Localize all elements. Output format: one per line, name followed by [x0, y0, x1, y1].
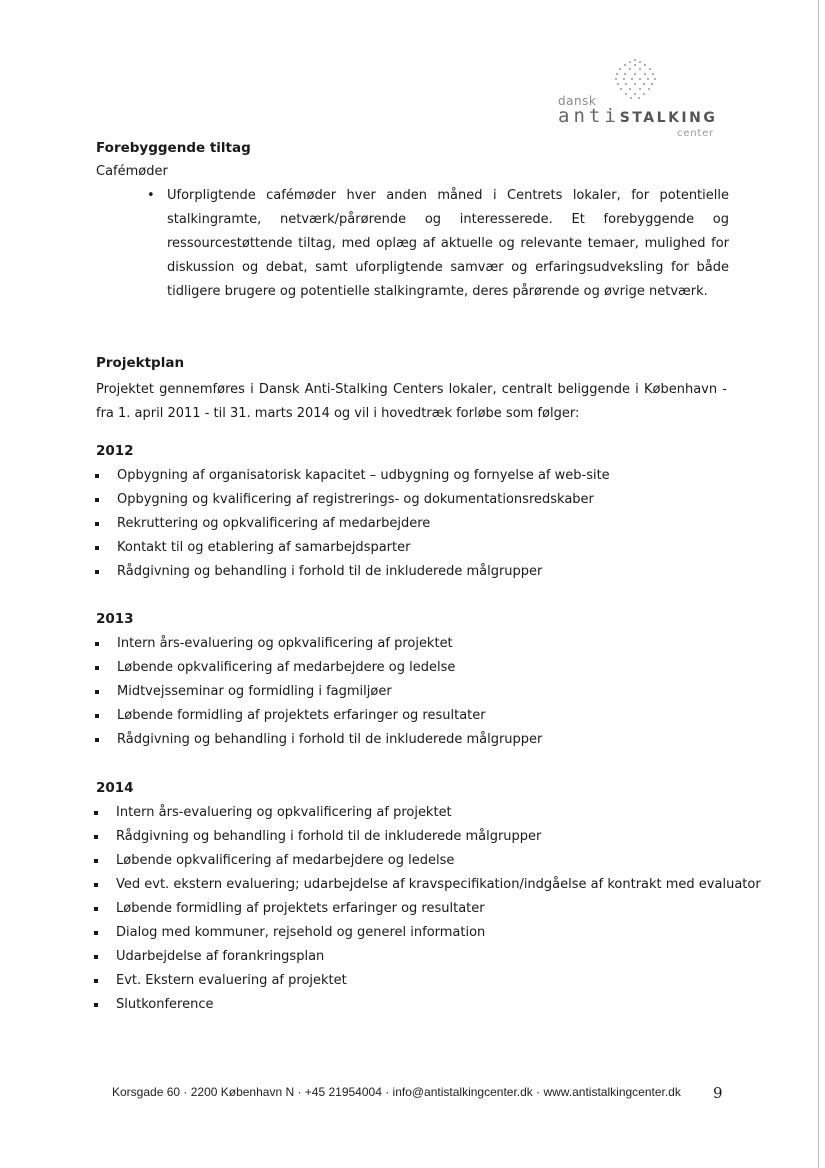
list-item: Evt. Ekstern evaluering af projektet	[94, 969, 761, 993]
list-item: Ved evt. ekstern evaluering; udarbejdelse af kravspecifikation/indgåelse af kontrakt med evaluator	[94, 873, 761, 897]
year-2013-list	[95, 632, 542, 752]
list-item: Rådgivning og behandling i forhold til de inkluderede målgrupper	[95, 560, 610, 584]
logo-dot-globe-icon	[606, 56, 664, 104]
logo-wordmark	[558, 105, 717, 127]
list-item: Rådgivning og behandling i forhold til de inkluderede målgrupper	[95, 728, 542, 752]
scan-edge-line	[818, 0, 819, 1168]
list-item: Løbende formidling af projektets erfaringer og resultater	[95, 704, 542, 728]
page-number: 9	[713, 1084, 723, 1102]
year-heading-2014: 2014	[96, 780, 134, 796]
footer-address: Korsgade 60 · 2200 København N · +45 21954004 · info@antistalkingcenter.dk · www.antistalkingcenter.dk	[112, 1085, 681, 1099]
list-item: Kontakt til og etablering af samarbejdsparter	[95, 536, 610, 560]
projektplan-paragraph: Projektet gennemføres i Dansk Anti-Stalking Centers lokaler, centralt beliggende i København - fra 1. april 2011 - til 31. marts 2014 og vil i hovedtræk forløbe som følger:	[96, 382, 727, 421]
year-heading-2012: 2012	[96, 443, 134, 459]
list-item: Intern års-evaluering og opkvalificering af projektet	[95, 632, 542, 656]
list-item: Rekruttering og opkvalificering af medarbejdere	[95, 512, 610, 536]
year-2014-list	[94, 801, 761, 1017]
logo-center-text: center	[677, 128, 714, 139]
list-item: Løbende formidling af projektets erfaringer og resultater	[94, 897, 761, 921]
round-bullet-icon: •	[147, 188, 155, 203]
section-subtitle-cafemoder: Cafémøder	[96, 164, 168, 179]
year-2012-list	[95, 464, 610, 584]
list-item: Løbende opkvalificering af medarbejdere og ledelse	[94, 849, 761, 873]
logo-stalking-text: STALKING	[619, 110, 718, 126]
list-item: Slutkonference	[94, 993, 761, 1017]
list-item: Opbygning og kvalificering af registrerings- og dokumentationsredskaber	[95, 488, 610, 512]
list-item: Dialog med kommuner, rejsehold og generel information	[94, 921, 761, 945]
section-title-projektplan: Projektplan	[96, 355, 185, 371]
logo-dansk-text: dansk	[558, 94, 597, 108]
list-item: Intern års-evaluering og opkvalificering af projektet	[94, 801, 761, 825]
section-title-forebyggende: Forebyggende tiltag	[96, 140, 251, 156]
list-item: Udarbejdelse af forankringsplan	[94, 945, 761, 969]
cafemoder-paragraph: Uforpligtende cafémøder hver anden måned i Centrets lokaler, for potentielle stalkingramte, netværk/pårørende og interesserede. Et forebyggende og ressourcestøttende tiltag, med oplæg af aktuelle og relevante temaer, mulighed for diskussion og debat, samt uforpligtende samvær og erfaringsudveksling for både tidligere brugere og potentielle stalkingramte, deres pårørende og øvrige netværk.	[167, 188, 729, 299]
list-item: Løbende opkvalificering af medarbejdere og ledelse	[95, 656, 542, 680]
year-heading-2013: 2013	[96, 611, 134, 627]
list-item: Rådgivning og behandling i forhold til de inkluderede målgrupper	[94, 825, 761, 849]
list-item: Midtvejsseminar og formidling i fagmiljøer	[95, 680, 542, 704]
list-item: Opbygning af organisatorisk kapacitet – udbygning og fornyelse af web-site	[95, 464, 610, 488]
logo-anti-text: anti	[558, 105, 620, 127]
